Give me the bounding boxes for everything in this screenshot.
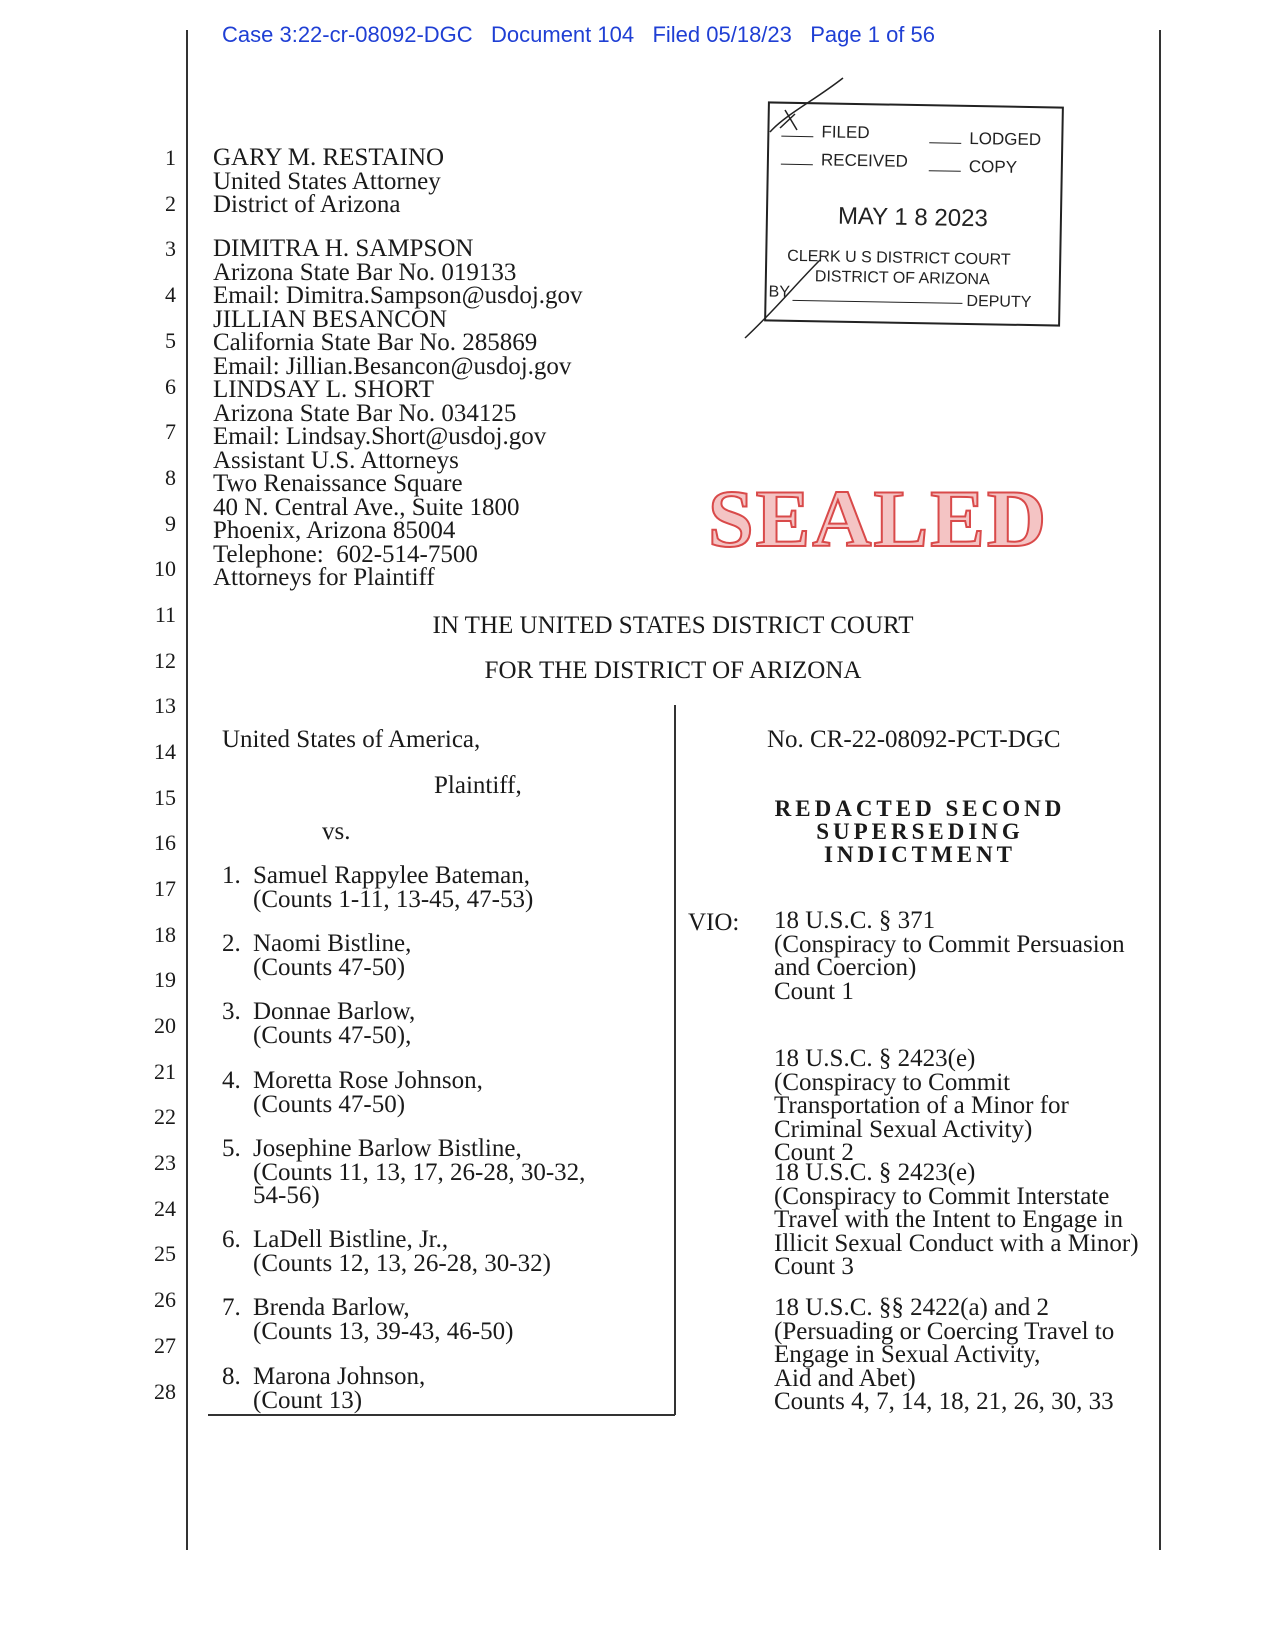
stamp-received: RECEIVED bbox=[820, 150, 909, 171]
line-number: 25 bbox=[154, 1241, 176, 1266]
stamp-lodged: LODGED bbox=[969, 128, 1042, 150]
violation-line: Transportation of a Minor for bbox=[774, 1092, 1069, 1119]
document-title bbox=[740, 797, 1100, 866]
defendant-line: (Counts 47-50), bbox=[253, 1021, 412, 1049]
ecf-header bbox=[222, 22, 935, 48]
vio-label: VIO: bbox=[688, 909, 740, 936]
line-number: 9 bbox=[165, 511, 176, 536]
filed-date: Filed 05/18/23 bbox=[652, 22, 792, 47]
defendant-line: Moretta Rose Johnson, bbox=[253, 1067, 483, 1094]
line-number: 15 bbox=[154, 785, 176, 810]
attorney-line: United States Attorney bbox=[213, 167, 441, 195]
attorney-block-assistants bbox=[213, 237, 583, 590]
signature-mark bbox=[735, 70, 855, 350]
violation-line: and Coercion) bbox=[774, 954, 917, 981]
line-number: 22 bbox=[154, 1104, 176, 1129]
attorney-line: Email: Jillian.Besancon@usdoj.gov bbox=[213, 352, 572, 380]
defendant-line: (Counts 13, 39-43, 46-50) bbox=[253, 1317, 514, 1345]
attorney-line: JILLIAN BESANCON bbox=[213, 305, 448, 333]
line-number: 26 bbox=[154, 1287, 176, 1312]
defendant-line: Donnae Barlow, bbox=[253, 998, 416, 1025]
line-number: 7 bbox=[165, 419, 176, 444]
stamp-by: BY bbox=[768, 283, 791, 301]
line-number: 23 bbox=[154, 1150, 176, 1175]
violation-line: Count 3 bbox=[774, 1253, 854, 1280]
page-indicator: Page 1 of 56 bbox=[810, 22, 936, 47]
defendant-number: 4. bbox=[222, 1067, 241, 1094]
stamp-deputy: DEPUTY bbox=[966, 292, 1032, 312]
attorney-line: Telephone: 602-514-7500 bbox=[213, 540, 478, 568]
attorney-line: District of Arizona bbox=[213, 191, 401, 218]
line-number: 2 bbox=[165, 191, 176, 216]
defendant-line: Josephine Barlow Bistline, bbox=[253, 1135, 522, 1162]
attorney-line: Arizona State Bar No. 019133 bbox=[213, 258, 517, 286]
line-number: 21 bbox=[154, 1059, 176, 1084]
line-number: 12 bbox=[154, 648, 176, 673]
violation-line: Counts 4, 7, 14, 18, 21, 26, 30, 33 bbox=[774, 1388, 1114, 1415]
violation-entry bbox=[774, 909, 1125, 1003]
line-number: 10 bbox=[154, 556, 176, 581]
defendant-number: 7. bbox=[222, 1294, 241, 1321]
court-district: FOR THE DISTRICT OF ARIZONA bbox=[484, 657, 862, 684]
line-number: 24 bbox=[154, 1196, 176, 1221]
defendant-line: (Counts 11, 13, 17, 26-28, 30-32, bbox=[253, 1158, 586, 1186]
violation-line: (Conspiracy to Commit Interstate bbox=[774, 1182, 1110, 1210]
line-number: 17 bbox=[154, 876, 176, 901]
line-number: 1 bbox=[165, 145, 176, 170]
line-number: 11 bbox=[154, 602, 176, 627]
court-name: IN THE UNITED STATES DISTRICT COURT bbox=[432, 612, 914, 639]
case-number-caption: No. CR-22-08092-PCT-DGC bbox=[767, 726, 1061, 753]
stamp-filed: FILED bbox=[821, 122, 870, 143]
title-line: REDACTED SECOND bbox=[774, 796, 1066, 821]
violation-line: Aid and Abet) bbox=[774, 1364, 916, 1392]
right-margin-rule bbox=[1159, 30, 1161, 1550]
violation-line: Travel with the Intent to Engage in bbox=[774, 1206, 1124, 1233]
defendant-line: Samuel Rappylee Bateman, bbox=[253, 862, 531, 889]
defendant-line: Brenda Barlow, bbox=[253, 1294, 410, 1321]
defendant-entry bbox=[222, 1137, 585, 1208]
plaintiff-role: Plaintiff, bbox=[434, 772, 522, 799]
violation-line: Engage in Sexual Activity, bbox=[774, 1341, 1041, 1368]
attorney-line: Two Renaissance Square bbox=[213, 470, 463, 497]
plaintiff-name: United States of America, bbox=[222, 726, 481, 753]
title-line: SUPERSEDING bbox=[816, 819, 1024, 844]
line-number: 16 bbox=[154, 830, 176, 855]
defendant-number: 3. bbox=[222, 998, 241, 1025]
document-number: Document 104 bbox=[491, 22, 635, 47]
caption-bottom-rule bbox=[208, 1414, 675, 1416]
defendant-number: 1. bbox=[222, 862, 241, 889]
defendant-line: Marona Johnson, bbox=[253, 1363, 426, 1390]
attorney-line: GARY M. RESTAINO bbox=[213, 144, 445, 171]
attorney-line: LINDSAY L. SHORT bbox=[213, 376, 434, 403]
defendant-entry bbox=[222, 932, 411, 979]
defendant-line: (Counts 47-50) bbox=[253, 953, 406, 981]
violation-line: (Conspiracy to Commit bbox=[774, 1068, 1011, 1096]
defendant-number: 5. bbox=[222, 1135, 241, 1162]
stamp-clerk: CLERK U S DISTRICT COURT bbox=[787, 247, 1011, 269]
defendant-entry bbox=[222, 1365, 425, 1412]
violation-entry bbox=[774, 1047, 1069, 1165]
stamp-date: MAY 1 8 2023 bbox=[837, 202, 989, 233]
violation-line: Count 2 bbox=[774, 1139, 854, 1166]
line-number: 18 bbox=[154, 922, 176, 947]
line-number: 6 bbox=[165, 374, 176, 399]
defendant-line: Naomi Bistline, bbox=[253, 930, 412, 957]
violation-line: 18 U.S.C. § 371 bbox=[774, 907, 936, 934]
line-number: 20 bbox=[154, 1013, 176, 1038]
line-number: 5 bbox=[165, 328, 176, 353]
stamp-district: DISTRICT OF ARIZONA bbox=[814, 268, 990, 289]
defendant-number: 6. bbox=[222, 1226, 241, 1253]
line-number: 28 bbox=[154, 1379, 176, 1404]
violation-line: Count 1 bbox=[774, 977, 854, 1005]
violation-entry bbox=[774, 1296, 1114, 1414]
violation-entry bbox=[774, 1161, 1139, 1279]
violation-line: (Conspiracy to Commit Persuasion bbox=[774, 930, 1125, 958]
attorney-line: 40 N. Central Ave., Suite 1800 bbox=[213, 493, 520, 521]
defendant-entry bbox=[222, 864, 533, 911]
versus: vs. bbox=[322, 818, 351, 845]
defendant-number: 2. bbox=[222, 930, 241, 957]
line-number: 3 bbox=[165, 236, 176, 261]
attorney-line: Arizona State Bar No. 034125 bbox=[213, 399, 517, 427]
line-number: 19 bbox=[154, 967, 176, 992]
defendant-entry bbox=[222, 1296, 513, 1343]
line-number: 14 bbox=[154, 739, 176, 764]
defendant-line: LaDell Bistline, Jr., bbox=[253, 1226, 449, 1253]
defendant-line: (Count 13) bbox=[253, 1386, 363, 1414]
attorney-line: Assistant U.S. Attorneys bbox=[213, 446, 459, 474]
attorney-line: Attorneys for Plaintiff bbox=[213, 564, 435, 591]
violation-line: 18 U.S.C. § 2423(e) bbox=[774, 1159, 976, 1186]
line-number: 4 bbox=[165, 282, 176, 307]
case-number: Case 3:22-cr-08092-DGC bbox=[222, 22, 473, 47]
violation-line: 18 U.S.C. §§ 2422(a) and 2 bbox=[774, 1294, 1049, 1321]
violation-line: Illicit Sexual Conduct with a Minor) bbox=[774, 1229, 1139, 1257]
violation-line: Criminal Sexual Activity) bbox=[774, 1115, 1033, 1143]
defendant-line: 54-56) bbox=[253, 1182, 320, 1209]
defendant-line: (Counts 12, 13, 26-28, 30-32) bbox=[253, 1249, 551, 1277]
line-number: 13 bbox=[154, 693, 176, 718]
attorney-block-primary bbox=[213, 146, 444, 217]
attorney-line: Email: Dimitra.Sampson@usdoj.gov bbox=[213, 282, 583, 309]
attorney-line: Email: Lindsay.Short@usdoj.gov bbox=[213, 423, 547, 450]
defendant-entry bbox=[222, 1228, 551, 1275]
defendant-line: (Counts 1-11, 13-45, 47-53) bbox=[253, 885, 534, 913]
defendant-entry bbox=[222, 1069, 483, 1116]
sealed-stamp: SEALED bbox=[708, 473, 1049, 564]
attorney-line: DIMITRA H. SAMPSON bbox=[213, 235, 474, 262]
line-number: 8 bbox=[165, 465, 176, 490]
stamp-copy: COPY bbox=[968, 156, 1018, 177]
violation-line: 18 U.S.C. § 2423(e) bbox=[774, 1045, 976, 1072]
violation-line: (Persuading or Coercing Travel to bbox=[774, 1317, 1115, 1345]
line-number: 27 bbox=[154, 1333, 176, 1358]
title-line: INDICTMENT bbox=[823, 842, 1017, 867]
left-margin-rule bbox=[186, 30, 188, 1550]
caption-divider bbox=[674, 705, 676, 1415]
attorney-line: Phoenix, Arizona 85004 bbox=[213, 517, 456, 544]
attorney-line: California State Bar No. 285869 bbox=[213, 329, 538, 356]
defendant-entry bbox=[222, 1000, 415, 1047]
defendant-number: 8. bbox=[222, 1363, 241, 1390]
defendant-line: (Counts 47-50) bbox=[253, 1090, 406, 1118]
